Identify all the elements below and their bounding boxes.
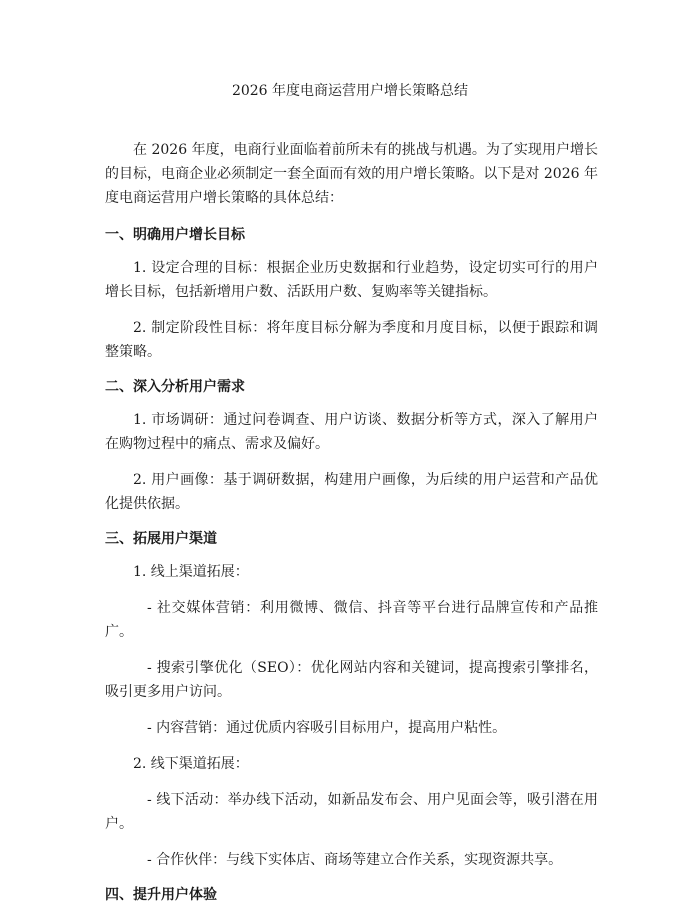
sub-list-item: - 社交媒体营销：利用微博、微信、抖音等平台进行品牌宣传和产品推广。 bbox=[105, 600, 598, 640]
list-item: 1. 线上渠道拓展： bbox=[133, 564, 249, 580]
section-experience bbox=[105, 884, 598, 906]
section-needs bbox=[105, 376, 598, 516]
list-item: 2. 线下渠道拓展： bbox=[133, 756, 249, 772]
list-item: 2. 用户画像：基于调研数据，构建用户画像，为后续的用户运营和产品优化提供依据。 bbox=[105, 472, 598, 512]
sub-list-item: - 内容营销：通过优质内容吸引目标用户，提高用户粘性。 bbox=[147, 720, 507, 736]
sub-list-item: - 合作伙伴：与线下实体店、商场等建立合作关系，实现资源共享。 bbox=[147, 852, 563, 868]
document-body bbox=[105, 138, 598, 916]
section-channels bbox=[105, 528, 598, 872]
section-heading: 四、提升用户体验 bbox=[105, 887, 217, 903]
section-heading: 一、明确用户增长目标 bbox=[105, 227, 245, 243]
list-item: 2. 制定阶段性目标：将年度目标分解为季度和月度目标，以便于跟踪和调整策略。 bbox=[105, 320, 598, 360]
list-item: 1. 设定合理的目标：根据企业历史数据和行业趋势，设定切实可行的用户增长目标，包括新增用户数、活跃用户数、复购率等关键指标。 bbox=[105, 260, 598, 300]
sub-list-item: - 线下活动：举办线下活动，如新品发布会、用户见面会等，吸引潜在用户。 bbox=[105, 792, 598, 832]
section-heading: 三、拓展用户渠道 bbox=[105, 531, 217, 547]
section-heading: 二、深入分析用户需求 bbox=[105, 379, 245, 395]
list-item: 1. 市场调研：通过问卷调查、用户访谈、数据分析等方式，深入了解用户在购物过程中的痛点、需求及偏好。 bbox=[105, 412, 598, 452]
document-title: 2026 年度电商运营用户增长策略总结 bbox=[231, 83, 469, 99]
section-goals bbox=[105, 224, 598, 364]
sub-list-item: - 搜索引擎优化（SEO）：优化网站内容和关键词，提高搜索引擎排名，吸引更多用户访问。 bbox=[105, 660, 598, 700]
intro-paragraph: 在 2026 年度，电商行业面临着前所未有的挑战与机遇。为了实现用户增长的目标，电商企业必须制定一套全面而有效的用户增长策略。以下是对 2026 年度电商运营用户增长策略的具体总结： bbox=[105, 142, 598, 206]
